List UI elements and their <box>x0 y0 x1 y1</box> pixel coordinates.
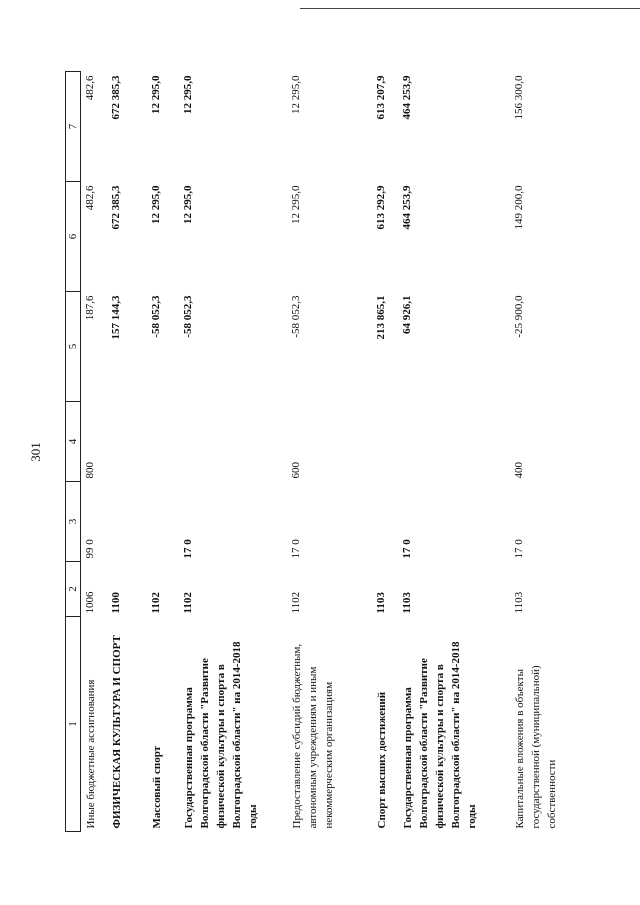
row-value-6: 482,6 <box>84 185 96 211</box>
table-row <box>510 72 621 832</box>
row-name: Государственная программа Волгоградской области "Развитие физической культуры и спорта в Волгоградской области" на 2014-2018 годы <box>182 641 259 829</box>
row-value-6: 12 295,0 <box>289 185 302 224</box>
table-row <box>372 72 398 832</box>
table-row <box>147 72 179 832</box>
row-value-5: 157 144,3 <box>109 295 122 340</box>
row-target-code: 17 0 <box>400 539 413 559</box>
row-name: ФИЗИЧЕСКАЯ КУЛЬТУРА И СПОРТ <box>110 635 123 829</box>
row-value-7: 156 300,0 <box>512 75 525 120</box>
row-value-7: 672 385,3 <box>109 75 122 120</box>
row-value-6: 12 295,0 <box>181 185 194 224</box>
table-row <box>81 72 107 832</box>
header-col-4: 4 <box>66 402 81 482</box>
row-name: Капитальные вложения в объекты государственной (муниципальной) собственности <box>513 665 558 829</box>
header-col-3: 3 <box>66 482 81 562</box>
row-name: Предоставление субсидий бюджетным, автономным учреждениям и иным некоммерческим организациям <box>290 643 335 829</box>
scan-edge-line <box>300 8 640 9</box>
row-value-7: 12 295,0 <box>149 75 162 114</box>
table-row <box>398 72 510 832</box>
row-expense-type <box>147 402 179 482</box>
row-value-5: 187,6 <box>84 295 96 321</box>
row-target-code <box>147 482 179 562</box>
row-expense-type: 800 <box>84 462 96 479</box>
row-value-6: 149 200,0 <box>512 185 525 230</box>
row-target-code: 17 0 <box>181 539 194 559</box>
row-expense-type <box>398 402 510 482</box>
row-name: Спорт высших достижений <box>375 691 388 829</box>
header-col-7: 7 <box>66 72 81 182</box>
header-col-2: 2 <box>66 562 81 617</box>
table-row <box>107 72 147 832</box>
row-expense-type: 400 <box>512 462 525 479</box>
row-value-7: 12 295,0 <box>289 75 302 114</box>
row-value-5: -58 052,3 <box>181 295 194 338</box>
row-value-7: 613 207,9 <box>374 75 387 120</box>
row-section-code: 1103 <box>512 591 525 614</box>
row-value-7: 464 253,9 <box>400 75 413 120</box>
header-col-5: 5 <box>66 292 81 402</box>
row-value-7: 482,6 <box>84 75 96 101</box>
row-section-code: 1006 <box>84 591 96 614</box>
row-value-6: 613 292,9 <box>374 185 387 230</box>
row-expense-type <box>372 402 398 482</box>
row-value-5: -25 900,0 <box>512 295 525 338</box>
row-section-code: 1102 <box>289 591 302 614</box>
row-target-code <box>107 482 147 562</box>
header-col-6: 6 <box>66 182 81 292</box>
row-name: Иные бюджетные ассигнования <box>85 679 97 829</box>
row-section-code: 1102 <box>181 592 194 614</box>
budget-table <box>65 71 620 832</box>
header-col-1: 1 <box>66 617 81 832</box>
row-value-5: 64 926,1 <box>400 295 413 334</box>
row-value-6: 672 385,3 <box>109 185 122 230</box>
table-row <box>179 72 287 832</box>
row-value-5: -58 052,3 <box>149 295 162 338</box>
row-value-6: 12 295,0 <box>149 185 162 224</box>
row-name: Государственная программа Волгоградской области "Развитие физической культуры и спорта в Волгоградской области" на 2014-2018 годы <box>401 641 478 829</box>
table-row <box>287 72 372 832</box>
row-section-code: 1100 <box>109 592 122 614</box>
row-expense-type <box>107 402 147 482</box>
row-value-7: 12 295,0 <box>181 75 194 114</box>
page-number: 301 <box>28 442 43 462</box>
row-value-6: 464 253,9 <box>400 185 413 230</box>
row-section-code: 1103 <box>400 592 413 614</box>
row-name: Массовый спорт <box>150 745 163 829</box>
row-target-code: 17 0 <box>512 539 525 559</box>
rotated-budget-table <box>65 72 620 832</box>
row-target-code: 17 0 <box>289 539 302 559</box>
row-target-code <box>372 482 398 562</box>
row-value-5: 213 865,1 <box>374 295 387 340</box>
row-target-code: 99 0 <box>84 539 96 559</box>
row-expense-type <box>179 402 287 482</box>
row-section-code: 1103 <box>374 592 387 614</box>
header-row <box>66 72 81 832</box>
row-expense-type: 600 <box>289 462 302 479</box>
row-section-code: 1102 <box>149 592 162 614</box>
row-value-5: -58 052,3 <box>289 295 302 338</box>
